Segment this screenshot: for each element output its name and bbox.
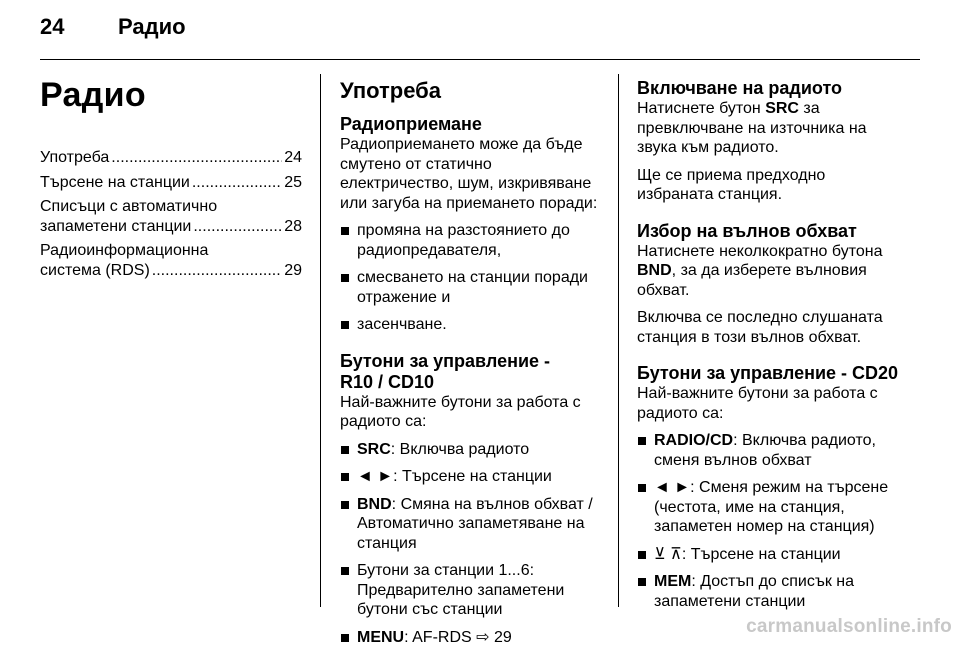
column-divider-1	[320, 74, 321, 607]
toc-entry[interactable]	[40, 148, 302, 168]
bullet-list-interference	[340, 221, 602, 335]
square-bullet-icon	[341, 567, 349, 575]
toc-entry-page: 29	[284, 261, 302, 279]
key-name: SRC	[765, 100, 799, 117]
toc-entry-label-line1: Списъци с автоматично	[40, 198, 218, 215]
toc-entry-page: 25	[284, 173, 302, 191]
subheading-controls-r10: Бутони за управление - R10 / CD10	[340, 350, 551, 392]
section-title-usage: Употреба	[340, 78, 442, 103]
square-bullet-icon	[341, 473, 349, 481]
toc-leader-dots	[111, 148, 282, 168]
paragraph-last-station: Включва се последно слушаната станция в този вълнов обхват.	[637, 309, 883, 346]
square-bullet-icon	[341, 501, 349, 509]
square-bullet-icon	[638, 437, 646, 445]
column-radio-operation	[637, 78, 899, 619]
list-item: SRC: Включва радиото	[340, 440, 602, 460]
running-header	[40, 14, 186, 40]
toc-entry[interactable]	[40, 197, 302, 236]
toc-leader-dots	[193, 217, 282, 237]
table-of-contents	[40, 148, 302, 285]
list-item: смесването на станции поради отражение и	[340, 268, 602, 307]
paragraph-cd20-intro: Най-важните бутони за работа с радиото са:	[637, 385, 878, 422]
key-name: MEM	[654, 573, 692, 590]
list-item: Бутони за станции 1...6: Предварително запаметени бутони със станции	[340, 561, 602, 620]
square-bullet-icon	[341, 227, 349, 235]
toc-entry[interactable]	[40, 173, 302, 193]
watermark: carmanualsonline.info	[746, 616, 952, 637]
list-item: промяна на разстоянието до радиопредавателя,	[340, 221, 602, 260]
key-name: BND	[637, 262, 672, 279]
toc-entry-label: запаметени станции	[40, 217, 192, 235]
column-divider-2	[618, 74, 619, 607]
paragraph-radio-on: Натиснете бутон SRC за превключване на източника на звука към радиото.	[637, 100, 867, 156]
toc-entry-page: 28	[284, 217, 302, 235]
square-bullet-icon	[638, 484, 646, 492]
toc-entry[interactable]	[40, 241, 302, 280]
square-bullet-icon	[341, 634, 349, 642]
key-name: MENU	[357, 628, 405, 646]
square-bullet-icon	[341, 321, 349, 329]
paragraph-band-select: Натиснете неколкократно бутона BND, за да изберете вълновия обхват.	[637, 242, 883, 299]
toc-leader-dots	[192, 173, 282, 193]
subheading-controls-cd20: Бутони за управление - CD20	[637, 363, 899, 383]
toc-entry-page: 24	[284, 149, 302, 166]
bullet-list-controls-cd20	[637, 431, 899, 611]
list-item: ◄ ►: Търсене на станции	[340, 467, 602, 487]
list-item: RADIO/CD: Включва радиото, сменя вълнов обхват	[637, 431, 899, 470]
paragraph-controls-intro: Най-важните бутони за работа с радиото са:	[340, 393, 581, 430]
key-name: RADIO/CD	[654, 432, 734, 449]
subheading-band-select: Избор на вълнов обхват	[637, 220, 857, 241]
key-name: SRC	[357, 440, 391, 458]
list-item: MENU: AF-RDS ⇨ 29	[340, 628, 602, 648]
toc-leader-dots	[152, 261, 282, 281]
paragraph-radio-reception: Радиоприемането може да бъде смутено от статично електричество, шум, изкривяване или загуба на приемането поради:	[340, 136, 598, 212]
list-item: MEM: Достъп до списък на запаметени станции	[637, 572, 899, 611]
running-section-title: Радио	[118, 14, 186, 39]
paragraph-previous-station: Ще се приема предходно избраната станция.	[637, 166, 826, 203]
list-item: BND: Смяна на вълнов обхват / Автоматично запаметяване на станция	[340, 495, 602, 554]
page-number: 24	[40, 14, 65, 39]
bullet-list-controls-r10	[340, 440, 602, 648]
toc-entry-label: Употреба	[40, 149, 110, 166]
square-bullet-icon	[638, 578, 646, 586]
toc-entry-label-line1: Радиоинформационна	[40, 242, 209, 259]
chapter-title: Радио	[40, 76, 146, 114]
subheading-radio-reception: Радиоприемане	[340, 114, 482, 134]
key-name: BND	[357, 495, 392, 513]
square-bullet-icon	[341, 446, 349, 454]
square-bullet-icon	[341, 274, 349, 282]
toc-entry-label: Търсене на станции	[40, 173, 190, 191]
column-usage	[340, 78, 602, 655]
list-item: ⊻ ⊼: Търсене на станции	[637, 545, 899, 565]
square-bullet-icon	[638, 551, 646, 559]
list-item: засенчване.	[340, 315, 602, 335]
subheading-radio-on: Включване на радиото	[637, 78, 843, 98]
list-item: ◄ ►: Сменя режим на търсене (честота, име на станция, запаметен номер на станция)	[637, 478, 899, 537]
toc-entry-label: система (RDS)	[40, 261, 150, 279]
header-rule	[40, 59, 920, 60]
